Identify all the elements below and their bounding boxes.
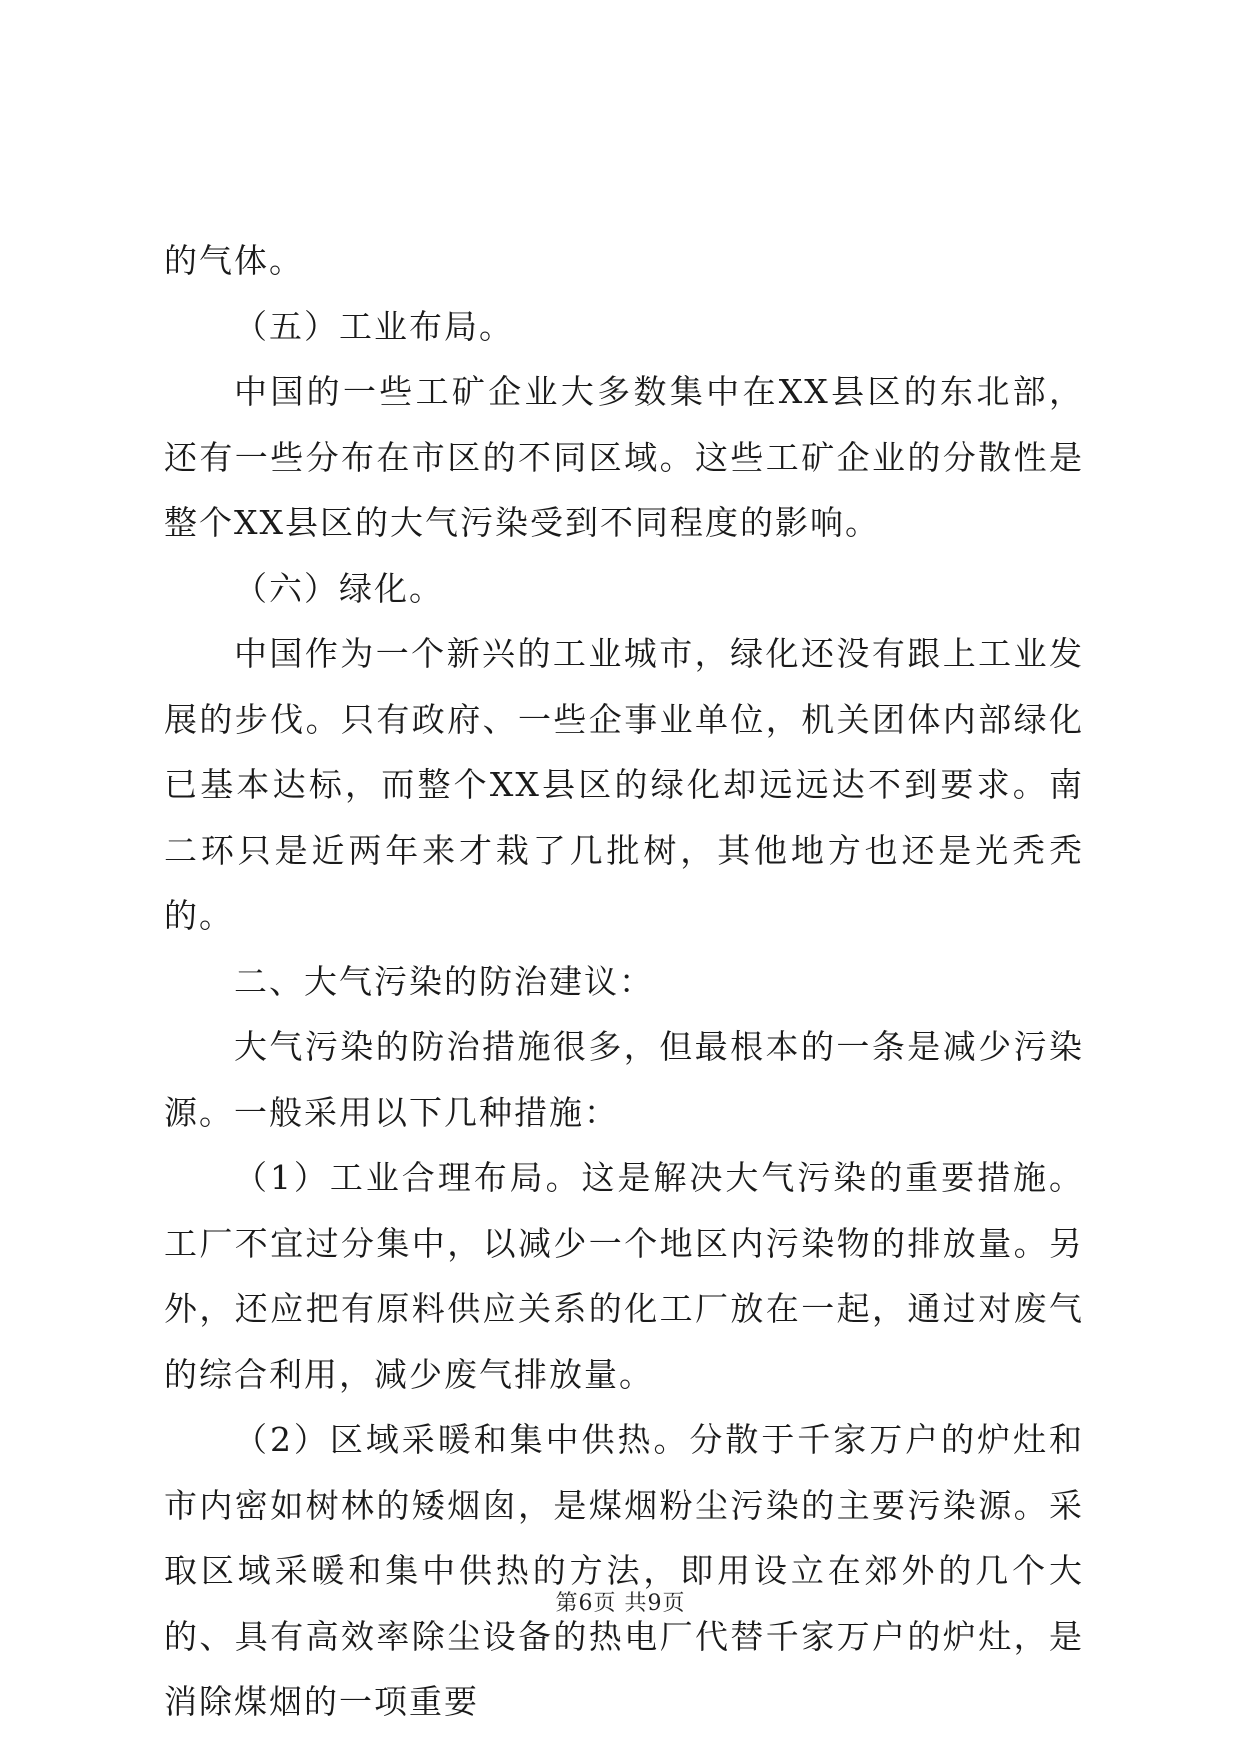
page-number-footer: 第6页 共9页 [555, 1591, 686, 1616]
section-heading: （六）绿化。 [234, 568, 444, 608]
paragraph: 的气体。 [164, 241, 304, 280]
section-heading: 二、大气污染的防治建议： [234, 961, 654, 1001]
section-heading: （五）工业布局。 [234, 306, 514, 346]
paragraph: 中国作为一个新兴的工业城市，绿化还没有跟上工业发展的步伐。只有政府、一些企事业单位，机关团体内部绿化已基本达标，而整个XX县区的绿化却远远达不到要求。南二环只是近两年来才栽了几批树，其他地方也还是光秃秃的。 [164, 634, 1084, 935]
list-item: （2）区域采暖和集中供热。分散于千家万户的炉灶和市内密如树林的矮烟囱，是煤烟粉尘污染的主要污染源。采取区域采暖和集中供热的方法，即用设立在郊外的几个大的、具有高效率除尘设备的热电厂代替千家万户的炉灶，是消除煤烟的一项重要 [164, 1420, 1084, 1721]
paragraph: 中国的一些工矿企业大多数集中在XX县区的东北部，还有一些分布在市区的不同区域。这些工矿企业的分散性是整个XX县区的大气污染受到不同程度的影响。 [164, 372, 1084, 542]
document-body [164, 228, 1084, 1735]
paragraph: 大气污染的防治措施很多，但最根本的一条是减少污染源。一般采用以下几种措施： [164, 1027, 1084, 1132]
list-item: （1）工业合理布局。这是解决大气污染的重要措施。工厂不宜过分集中，以减少一个地区内污染物的排放量。另外，还应把有原料供应关系的化工厂放在一起，通过对废气的综合利用，减少废气排放量。 [164, 1158, 1084, 1394]
